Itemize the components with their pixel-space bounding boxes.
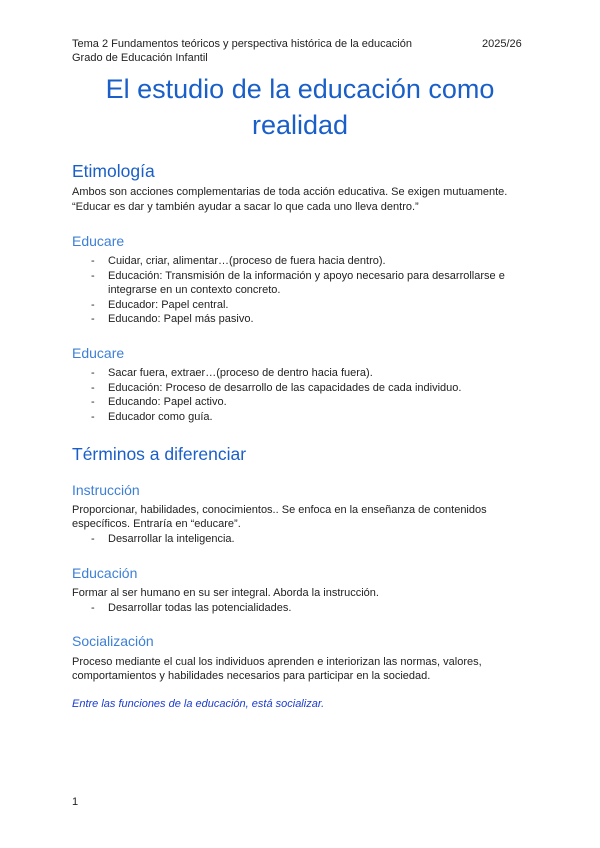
list-item: - Desarrollar todas las potencialidades. [91,602,292,614]
header-year: 2025/26 [482,38,522,50]
header-degree: Grado de Educación Infantil [72,52,208,64]
list-item: - Educador: Papel central. [91,298,229,311]
heading-terminos: Términos a diferenciar [72,444,247,464]
educare-2-list [72,366,532,424]
etimologia-paragraph-1: Ambos son acciones complementarias de toda acción educativa. Se exigen mutuamente. [72,186,508,198]
heading-educare-2: Educare [72,345,125,361]
list-item: - Educación: Transmisión de la información y apoyo necesario para desarrollarse e [91,269,505,282]
list-item: - Educando: Papel más pasivo. [91,313,254,326]
heading-socializacion: Socialización [72,633,154,649]
socializacion-note: Entre las funciones de la educación, está socializar. [72,698,325,710]
heading-educacion: Educación [72,565,138,581]
socializacion-paragraph-2: comportamientos y habilidades necesarios para participar en la sociedad. [72,670,431,682]
educacion-paragraph: Formar al ser humano en su ser integral. Aborda la instrucción. [72,587,379,599]
heading-etimologia: Etimología [72,161,155,181]
etimologia-paragraph-2: “Educar es dar y también ayudar a sacar lo que cada uno lleva dentro.” [72,201,419,213]
page-number: 1 [72,796,79,808]
list-item: - Desarrollar la inteligencia. [91,533,235,545]
list-item: - Cuidar, criar, alimentar…(proceso de fuera hacia dentro). [91,255,386,267]
page-title-line-1: El estudio de la educación como [105,74,495,104]
page-title-line-2: realidad [251,110,349,140]
heading-educare-1: Educare [72,233,125,249]
educare-1-list [72,254,532,327]
heading-instruccion: Instrucción [72,482,140,498]
socializacion-paragraph-1: Proceso mediante el cual los individuos aprenden e interiorizan las normas, valores, [72,656,482,668]
list-item: - Educación: Proceso de desarrollo de las capacidades de cada individuo. [91,381,462,394]
list-item: - Sacar fuera, extraer…(proceso de dentro hacia fuera). [91,367,373,379]
instruccion-paragraph-2: específicos. Entraría en “educare”. [72,518,241,530]
educacion-list [72,601,532,616]
list-item: - Educador como guía. [91,410,213,423]
instruccion-paragraph-1: Proporcionar, habilidades, conocimientos.. Se enfoca en la enseñanza de contenidos [72,504,487,516]
instruccion-list [72,532,532,547]
header-course: Tema 2 Fundamentos teóricos y perspectiva histórica de la educación [72,38,412,50]
list-item: - Educando: Papel activo. [91,396,227,409]
list-item-continuation: integrarse en un contexto concreto. [108,284,281,297]
